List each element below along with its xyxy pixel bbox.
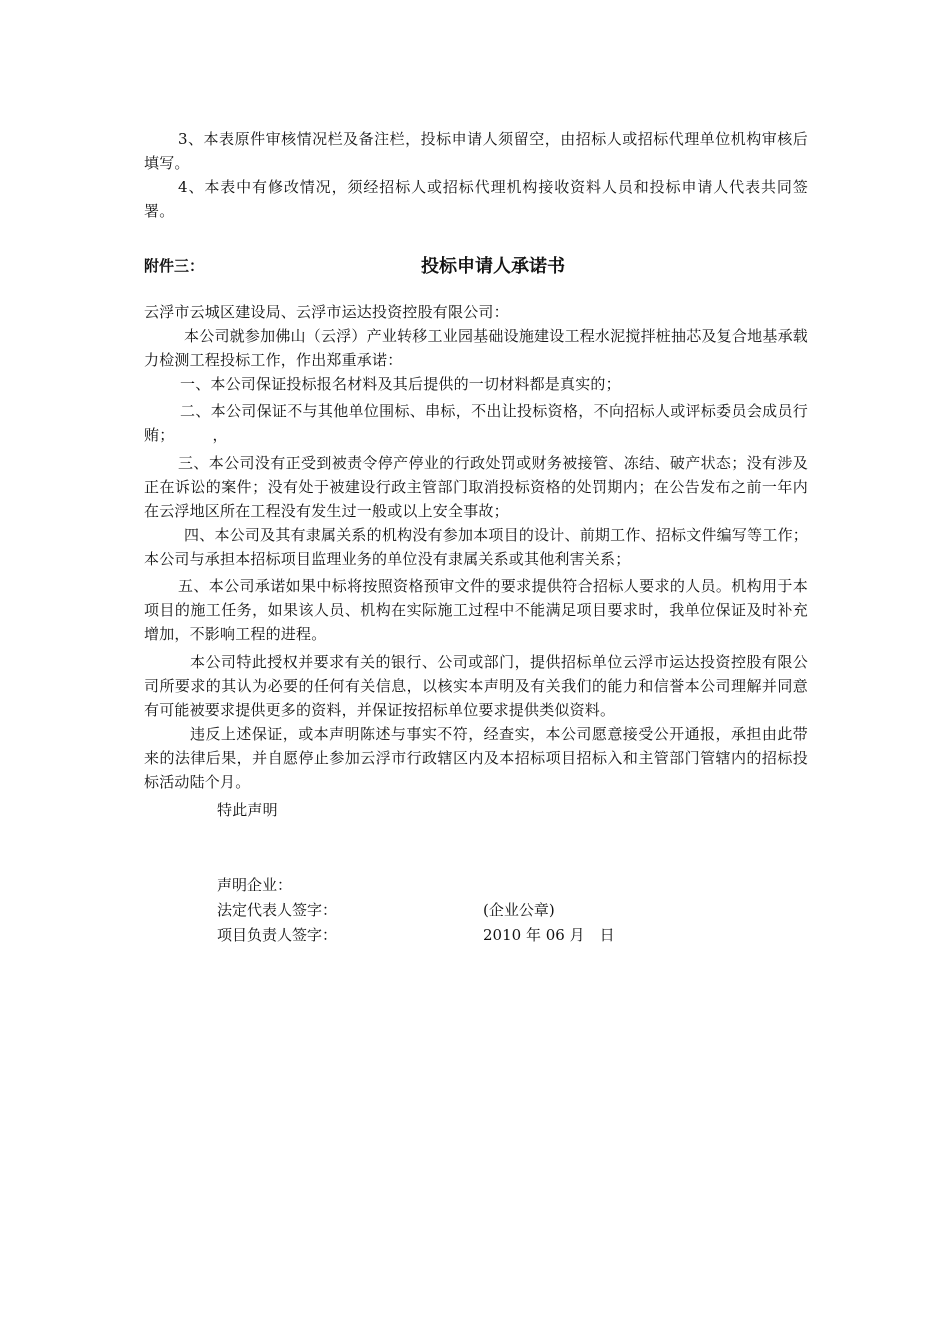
- signature-legal-rep-row: [217, 898, 717, 922]
- commitment-item-5: 五、本公司承诺如果中标将按照资格预审文件的要求提供符合招标人要求的人员。机构用于本项目的施工任务，如果该人员、机构在实际施工过程中不能满足项目要求时，我单位保证及时补充增加，不影响工程的进程。: [144, 577, 808, 643]
- project-lead-label: 项目负责人签字：: [217, 926, 338, 944]
- signature-project-lead-row: [217, 923, 717, 947]
- intro-paragraph: 本公司就参加佛山（云浮）产业转移工业园基础设施建设工程水泥搅拌桩抽芯及复合地基承载力检测工程投标工作，作出郑重承诺：: [144, 327, 808, 369]
- note-4: 4、本表中有修改情况，须经招标人或招标代理机构接收资料人员和投标申请人代表共同签署。: [144, 178, 808, 220]
- commitment-item-4: 四、本公司及其有隶属关系的机构没有参加本项目的设计、前期工作、招标文件编写等工作；本公司与承担本招标项目监理业务的单位没有隶属关系或其他利害关系；: [144, 526, 808, 568]
- commitment-item-2: 二、本公司保证不与其他单位围标、串标，不出让投标资格，不向招标人或评标委员会成员行贿； ，: [144, 402, 808, 444]
- declaration-line: 特此声明: [217, 801, 278, 819]
- document-title: 投标申请人承诺书: [421, 256, 565, 277]
- authorization-paragraph: 本公司特此授权并要求有关的银行、公司或部门，提供招标单位云浮市运达投资控股有限公司所要求的其认为必要的任何有关信息，以核实本声明及有关我们的能力和信誉本公司理解并同意有可能被要求提供更多的资料，并保证按招标单位要求提供类似资料。: [144, 653, 808, 719]
- signature-company-row: [217, 873, 717, 897]
- commitment-item-3: 三、本公司没有正受到被责令停产停业的行政处罚或财务被接管、冻结、破产状态；没有涉及正在诉讼的案件；没有处于被建设行政主管部门取消投标资格的处罚期内；在公告发布之前一年内在云浮地区所在工程没有发生过一般或以上安全事故；: [144, 454, 808, 520]
- note-3: 3、本表原件审核情况栏及备注栏，投标申请人须留空，由招标人或招标代理单位机构审核后填写。: [144, 130, 808, 172]
- attachment-label: 附件三：: [144, 257, 205, 275]
- commitment-item-1: 一、本公司保证投标报名材料及其后提供的一切材料都是真实的；: [180, 375, 621, 393]
- company-seal-label: (企业公章): [483, 901, 555, 919]
- legal-rep-label: 法定代表人签字：: [217, 901, 338, 919]
- company-label: 声明企业：: [217, 876, 293, 894]
- violation-paragraph: 违反上述保证，或本声明陈述与事实不符，经查实，本公司愿意接受公开通报，承担由此带来的法律后果，并自愿停止参加云浮市行政辖区内及本招标项目招标入和主管部门管辖内的招标投标活动陆个月。: [144, 725, 808, 791]
- addressee: 云浮市云城区建设局、云浮市运达投资控股有限公司：: [144, 303, 509, 321]
- signature-date: 2010 年 06 月 日: [483, 926, 615, 944]
- heading-row: [144, 252, 808, 282]
